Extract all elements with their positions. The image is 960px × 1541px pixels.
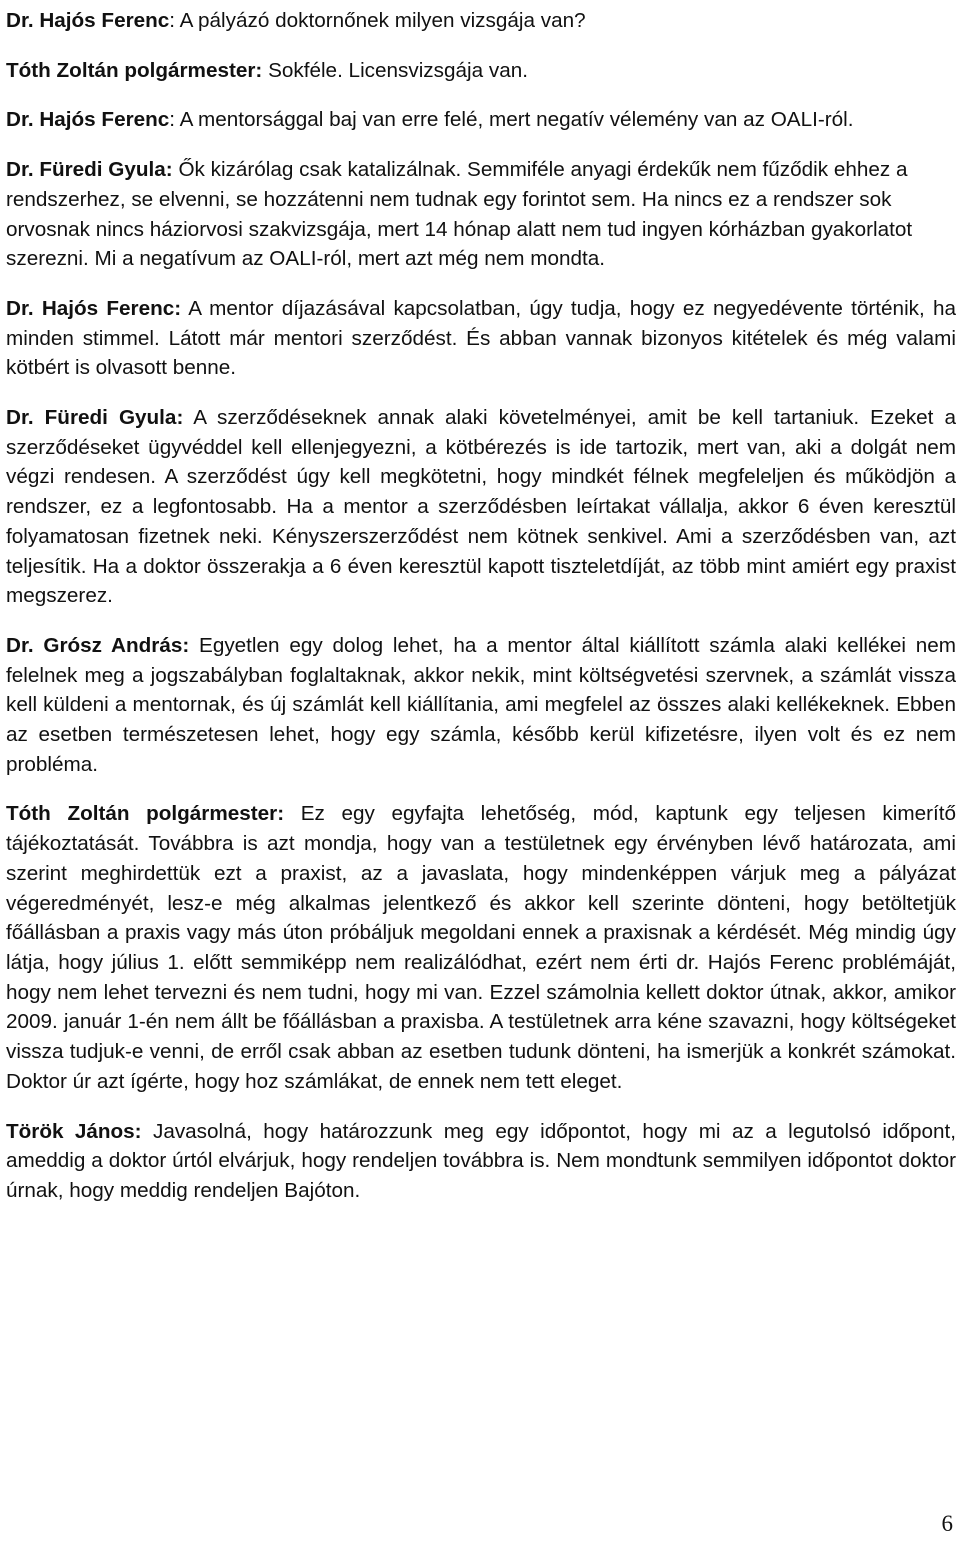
speaker-name: Dr. Hajós Ferenc <box>6 108 170 132</box>
paragraph-text: A szerződéseknek annak alaki követelményei, amit be kell tartaniuk. Ezeket a szerződéseket ügyvéddel kell ellenjegyezni, a kötbérezés is ide tartozik, mert van, aki a dolgát nem végzi rendesen. A szerződést úgy kell megkötetni, hogy mindkét félnek megfeleljen és működjön a rendszer, ez a legfontosabb. Ha a mentor a szerződésben leírtakat vállalja, akkor 6 éven keresztül folyamatosan fizetnek neki. Kényszerszerződést nem kötnek senkivel. Ami a szerződésben van, azt teljesítik. Ha a doktor összerakja a 6 éven keresztül kapott tiszteletdíját, az több mint amiért egy praxist megszerez. <box>6 406 956 608</box>
speaker-name: Tóth Zoltán polgármester: <box>6 58 263 82</box>
paragraph-text: A mentor díjazásával kapcsolatban, úgy tudja, hogy ez negyedévente történik, ha minden stimmel. Látott már mentori szerződést. És abban vannak bizonyos kitételek és még valami kötbért is olvasott benne. <box>6 296 956 380</box>
paragraph-hajos-1 <box>6 6 956 36</box>
speaker-name: Dr. Füredi Gyula: <box>6 406 184 430</box>
speaker-name: Tóth Zoltán polgármester: <box>6 802 285 826</box>
speaker-name: Dr. Grósz András: <box>6 633 190 657</box>
paragraph-text: Ők kizárólag csak katalizálnak. Semmiféle anyagi érdekűk nem fűződik ehhez a rendszerhez, se elvenni, se hozzátenni nem tudnak egy forintot sem. Ha nincs ez a rendszer sok orvosnak nincs háziorvosi szakvizsgája, mert 14 hónap alatt nem tud ingyen kórházban gyakorlatot szerezni. Mi a negatívum az OALI-ról, mert azt még nem mondta. <box>6 158 913 271</box>
speaker-name: Dr. Füredi Gyula: <box>6 158 173 182</box>
speaker-separator <box>142 1120 153 1143</box>
speaker-name: Dr. Hajós Ferenc <box>6 9 170 32</box>
paragraph-grosz-1 <box>6 631 956 780</box>
paragraph-text: A pályázó doktornőnek milyen vizsgája van? <box>179 9 586 32</box>
paragraph-text: Javasolná, hogy határozzunk meg egy időpontot, hogy mi az a legutolsó időpont, ameddig a doktor úrtól elvárjuk, hogy rendeljen továbbra is. Nem mondtunk semmilyen időpontot doktor úrnak, hogy meddig rendeljen Bajóton. <box>6 1119 956 1202</box>
paragraph-furedi-2 <box>6 403 956 611</box>
paragraph-torok-1 <box>6 1117 956 1206</box>
speaker-name: Török János: <box>6 1119 142 1143</box>
speaker-name: Dr. Hajós Ferenc: <box>6 296 182 320</box>
paragraph-text: Ez egy egyfajta lehetőség, mód, kaptunk egy teljesen kimerítő tájékoztatását. Továbbra is azt mondja, hogy van a testületnek egy érvényben lévő határozata, ami szerint meghirdettük ezt a praxist, az a javaslata, hogy mindenképpen várjuk meg a pályázat végeredményét, lesz-e még alkalmas jelentkező és akkor kell szerinte dönteni, hogy betöltetjük főállásban a praxis vagy más úton próbáljuk megoldani ennek a praxisnak a kérdését. Még mindig úgy látja, hogy július 1. előtt semmiképp nem realizálódhat, ezért nem érti dr. Hajós Ferenc problémáját, hogy nem lehet tervezni és nem tudni, hogy mi van. Ezzel számolnia kellett doktor útnak, akkor, amikor 2009. január 1-én nem állt be főállásban a praxisba. A testületnek arra kéne szavazni, hogy költségeket vissza tudjuk-e venni, de erről csak abban az esetben tudunk dönteni, ha ismerjük a konkrét számokat. Doktor úr azt ígérte, hogy hoz számlákat, de ennek nem tett eleget. <box>6 802 956 1093</box>
paragraph-toth-2 <box>6 799 956 1096</box>
paragraph-furedi-1 <box>6 155 956 274</box>
paragraph-hajos-3 <box>6 294 956 383</box>
document-page <box>6 6 956 1206</box>
speaker-separator: : <box>169 108 180 132</box>
speaker-separator: : <box>169 9 180 32</box>
paragraph-text: A mentorsággal baj van erre felé, mert negatív vélemény van az OALI-ról. <box>179 108 854 132</box>
paragraph-text: Sokféle. Licensvizsgája van. <box>268 58 528 82</box>
page-number: 6 <box>941 1511 953 1536</box>
speaker-separator <box>183 406 193 429</box>
speaker-separator <box>189 634 199 657</box>
speaker-separator <box>284 802 301 825</box>
paragraph-toth-1 <box>6 56 956 86</box>
paragraph-text: Egyetlen egy dolog lehet, ha a mentor által kiállított számla alaki kellékei nem felelnek meg a jogszabályban foglaltaknak, akkor nekik, mint költségvetési szervnek, a számlát vissza kell küldeni a mentornak, és új számlát kell kiállítania, ami megfelel az összes alaki kellékeknek. Ebben az esetben természetesen lehet, hogy egy számla, később kerül kifizetésre, ilyen volt és ez nem probléma. <box>6 633 956 776</box>
paragraph-hajos-2 <box>6 105 956 135</box>
